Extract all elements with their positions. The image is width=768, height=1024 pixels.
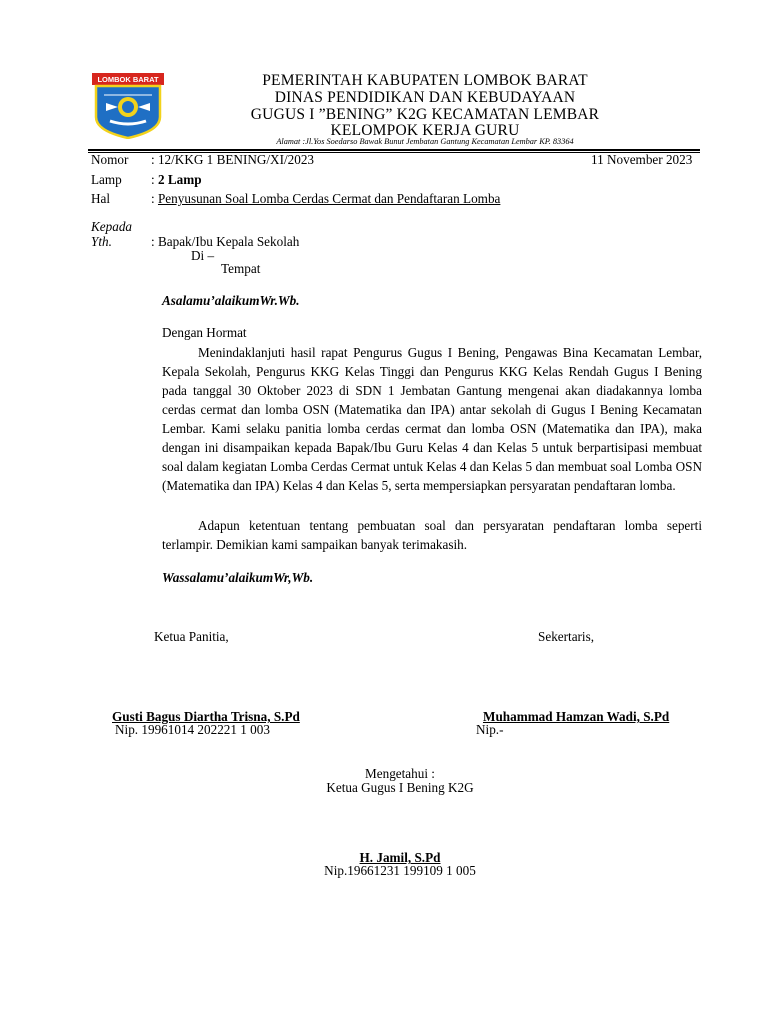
hal-label: Hal bbox=[91, 191, 111, 206]
kop-line-1: PEMERINTAH KABUPATEN LOMBOK BARAT bbox=[262, 72, 588, 89]
ketua-panitia-nip: Nip. 19961014 202221 1 003 bbox=[115, 722, 270, 737]
sekertaris-nip: Nip.- bbox=[476, 722, 504, 737]
kop-line-3: GUGUS I ”BENING” K2G KECAMATAN LEMBAR bbox=[250, 106, 600, 123]
dengan-hormat: Dengan Hormat bbox=[162, 325, 247, 340]
hal-colon: : bbox=[151, 191, 158, 206]
ketua-panitia-title: Ketua Panitia, bbox=[154, 629, 229, 644]
sekertaris-title: Sekertaris, bbox=[538, 629, 595, 644]
kepada-label: Kepada bbox=[91, 219, 133, 234]
logo-label: LOMBOK BARAT bbox=[97, 75, 159, 84]
kop-line-4: KELOMPOK KERJA GURU bbox=[330, 122, 520, 139]
hal-value: Penyusunan Soal Lomba Cerdas Cermat dan Pendaftaran Lomba bbox=[157, 191, 501, 206]
ketua-gugus-nip: Nip.19661231 199109 1 005 bbox=[324, 863, 476, 878]
salam-close: Wassalamu’alaikumWr,Wb. bbox=[162, 570, 314, 585]
ketua-gugus-name: H. Jamil, S.Pd bbox=[359, 850, 441, 865]
lamp-colon: : bbox=[151, 172, 158, 187]
yth-label: Yth. bbox=[91, 234, 112, 249]
hal-value-line bbox=[151, 191, 500, 207]
lamp-value: 2 Lamp bbox=[157, 172, 202, 187]
ketua-gugus-title: Ketua Gugus I Bening K2G bbox=[326, 780, 474, 795]
lamp-value-line bbox=[151, 172, 202, 188]
kop-line-2: DINAS PENDIDIKAN DAN KEBUDAYAAN bbox=[274, 89, 576, 106]
mengetahui-label: Mengetahui : bbox=[365, 766, 435, 781]
recipient: : Bapak/Ibu Kepala Sekolah bbox=[151, 234, 300, 249]
kop-alamat: Alamat :Jl.Yos Soedarso Bawak Bunut Jembatan Gantung Kecamatan Lembar KP. 83364 bbox=[276, 137, 574, 146]
di-line: Di – bbox=[191, 248, 215, 263]
lamp-label: Lamp bbox=[91, 172, 122, 187]
nomor-label: Nomor bbox=[91, 152, 129, 167]
tempat-line: Tempat bbox=[221, 261, 261, 276]
ketua-panitia-name: Gusti Bagus Diartha Trisna, S.Pd bbox=[112, 709, 300, 724]
lombok-barat-logo bbox=[92, 73, 164, 139]
body-paragraph-1: Menindaklanjuti hasil rapat Pengurus Gugus I Bening, Pengawas Bina Kecamatan Lembar, Kepala Sekolah, Pengurus KKG Kelas Tinggi dan Pengurus KKG Kelas Rendah Gugus I Bening pada tanggal 30 Oktober 2023 di SDN 1 Jembatan Gantung mengenai akan diadakannya lomba cerdas cermat dan lomba OSN (Matematika dan IPA) antar sekolah di Gugus I Bening Kecamatan Lembar. Kami selaku panitia lomba cerdas cermat dan lomba OSN (Matematika dan IPA), maka dengan ini disampaikan kepada Bapak/Ibu Guru Kelas 4 dan Kelas 5 untuk berpartisipasi membuat soal dalam kegiatan Lomba Cerdas Cermat untuk Kelas 4 dan Kelas 5 dan membuat soal Lomba OSN (Matematika dan IPA) Kelas 4 dan Kelas 5, serta mempersiapkan persyaratan pendaftaran lomba. bbox=[162, 345, 702, 493]
nomor-value: : 12/KKG 1 BENING/XI/2023 bbox=[151, 152, 315, 167]
kop-rule-thick bbox=[88, 149, 700, 151]
letter-date: 11 November 2023 bbox=[591, 152, 693, 167]
body-paragraph-2: Adapun ketentuan tentang pembuatan soal dan persyaratan pendaftaran lomba seperti terlampir. Demikian kami sampaikan banyak terimakasih. bbox=[162, 518, 702, 552]
salam-open: Asalamu’alaikumWr.Wb. bbox=[162, 293, 300, 308]
sekertaris-name: Muhammad Hamzan Wadi, S.Pd bbox=[483, 709, 670, 724]
